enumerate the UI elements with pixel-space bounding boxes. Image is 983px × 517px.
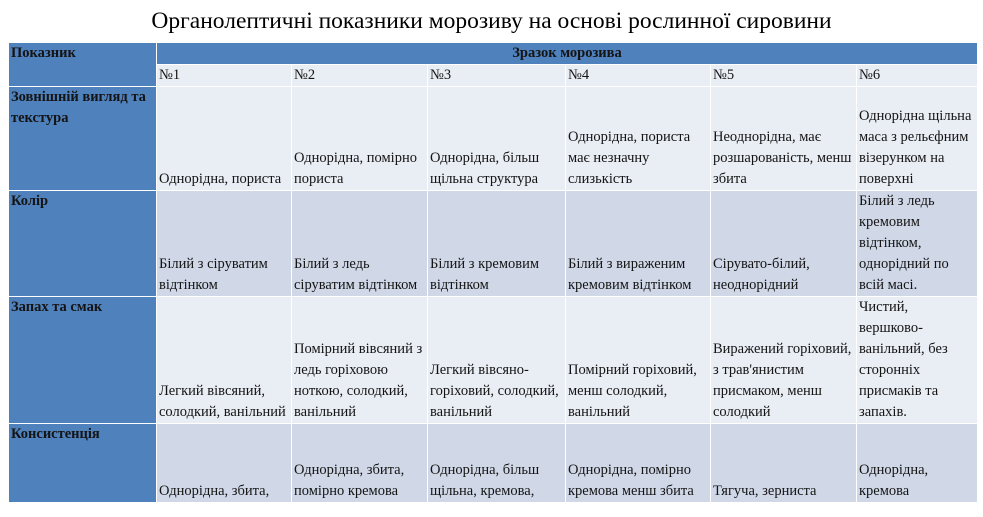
table-cell: Неоднорідна, має розшарованість, менш збита: [711, 87, 857, 191]
row-label: Консистенція: [9, 424, 157, 503]
sample-number: №5: [711, 65, 857, 87]
page-title: Органолептичні показники морозиву на основі рослинної сировини: [151, 8, 832, 34]
sample-number: №2: [292, 65, 428, 87]
table-cell: Виражений горіховий, з трав'янистим присмаком, менш солодкий: [711, 297, 857, 424]
table-cell: Однорідна, кремова: [857, 424, 978, 503]
table-cell: Однорідна, помірно пориста: [292, 87, 428, 191]
sample-number: №4: [566, 65, 711, 87]
sample-number: №6: [857, 65, 978, 87]
table-cell: Тягуча, зерниста: [711, 424, 857, 503]
table-cell: Однорідна, пориста має незначну слизькість: [566, 87, 711, 191]
table-cell: Однорідна, збита, помірно кремова: [292, 424, 428, 503]
table-row: [9, 297, 978, 424]
table-cell: Білий з сіруватим відтінком: [157, 191, 292, 297]
table-cell: Білий з ледь сіруватим відтінком: [292, 191, 428, 297]
table-row: [9, 87, 978, 191]
header-indicator: Показник: [9, 43, 157, 87]
table-cell: Однорідна, більш щільна структура: [428, 87, 566, 191]
table-cell: Легкий вівсяний, солодкий, ванільний: [157, 297, 292, 424]
row-label: Колір: [9, 191, 157, 297]
sample-number: №3: [428, 65, 566, 87]
table-cell: Однорідна, більш щільна, кремова,: [428, 424, 566, 503]
table-cell: Однорідна щільна маса з рельєфним візерунком на поверхні: [857, 87, 978, 191]
sample-number: №1: [157, 65, 292, 87]
table-cell: Однорідна, збита,: [157, 424, 292, 503]
table-cell: Сірувато-білий, неоднорідний: [711, 191, 857, 297]
header-sample-group: Зразок морозива: [157, 43, 978, 65]
table-row: [9, 191, 978, 297]
table-row: [9, 424, 978, 503]
row-label: Зовнішній вигляд та текстура: [9, 87, 157, 191]
table-cell: Помірний горіховий, менш солодкий, ванільний: [566, 297, 711, 424]
row-label: Запах та смак: [9, 297, 157, 424]
table-cell: Однорідна, помірно кремова менш збита: [566, 424, 711, 503]
table-cell: Чистий, вершково-ванільний, без сторонніх присмаків та запахів.: [857, 297, 978, 424]
table-cell: Білий з вираженим кремовим відтінком: [566, 191, 711, 297]
table-cell: Легкий вівсяно-горіховий, солодкий, ванільний: [428, 297, 566, 424]
organoleptic-table: [8, 42, 978, 503]
table-cell: Білий з ледь кремовим відтінком, однорідний по всій масі.: [857, 191, 978, 297]
table-cell: Однорідна, пориста: [157, 87, 292, 191]
header-row: [9, 43, 978, 65]
table-cell: Білий з кремовим відтінком: [428, 191, 566, 297]
table-cell: Помірний вівсяний з ледь горіховою ноткою, солодкий, ванільний: [292, 297, 428, 424]
